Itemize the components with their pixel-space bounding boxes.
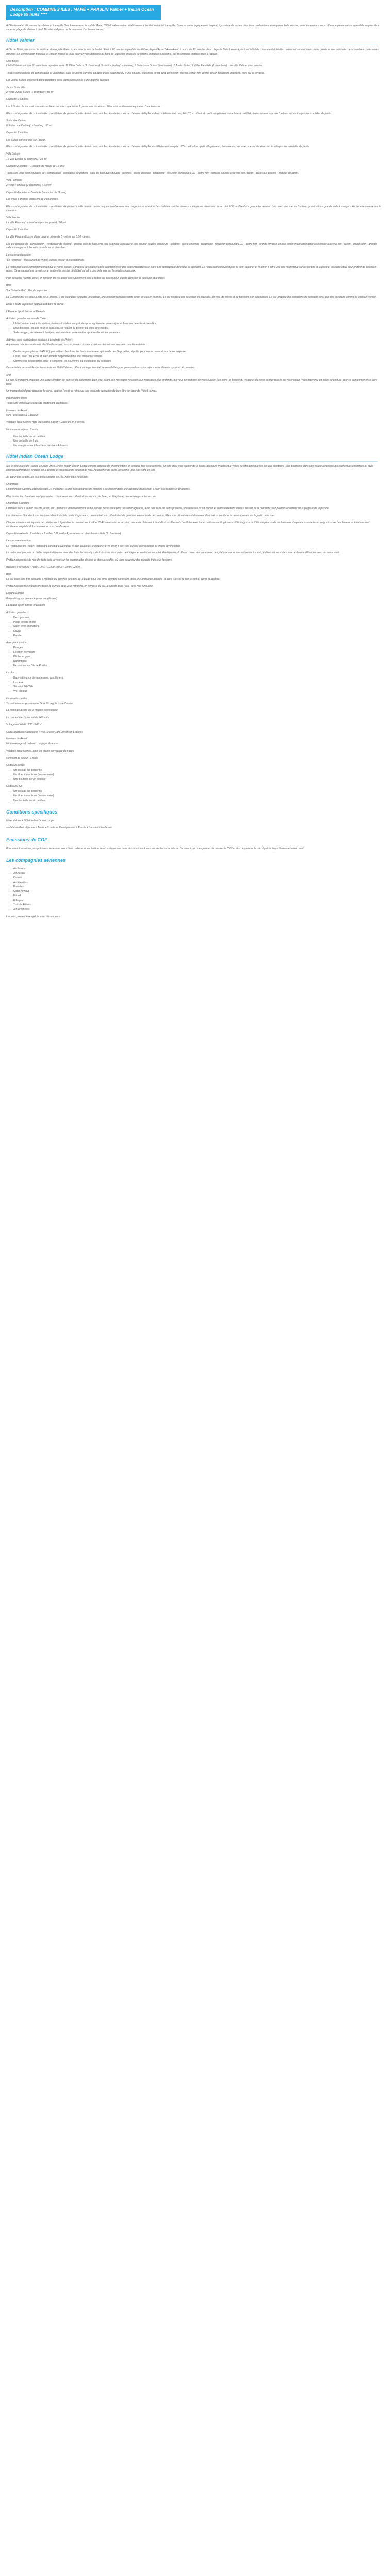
list-item: • Un cocktail par personne <box>13 790 385 794</box>
pool-villa-size: La Villa Piscine (1 chambre à piscine privée) : 90 m² <box>6 221 66 225</box>
product-title-banner: Description : COMBINE 2 ILES : MAHÉ + PRASLIN Valmer + Indian Ocean Lodge 09 nuits **** <box>6 5 161 20</box>
spa-label: SPA <box>6 374 11 377</box>
intro-paragraph: A l'îlle de mahé, découvrez la sublime et tranquille Baie Lazare avec le sud de Mahé, l'Hôtel Valmer est un établissement familial tout à fait tranquille. Dans un cadre typiquement tropical, il possède de vastes chambres confortables ainsi qu'une belle piscine, mais les environs vous offre une pleine nature splendide en plus de la superbe plage de Valmer à pied. Nichées à 4 pieds de la nature et d'un beau charme. <box>6 24 380 31</box>
restaurant-detail: Le restaurant a été complètement rénové et remis à neuf. Il propose des plats créoles traditionnels et des plats internationaux, dans une atmosphère détendue et agréable. Le restaurant est ouvert pour le petit déjeuner et le dîner. Il offre une vue magnifique sur les jardins et la piscine, un cadre idéal pour profiter de délicieux repas. Ce restaurant est ouvert sur le jardin et la piscine de l'hôtel qui offre une belle vue sur les jardins tropicaux. <box>6 265 376 273</box>
ocean-suite-note: Les Suites ont une vue sur l'océan. <box>6 138 46 142</box>
spa-text: Le Spa S'engagent proposer une large sélection de soins et de traitements bien-être, allant des massages relaxants aux massages plus profonds, qui vous permettront de vous évader. Les soins de beauté du visage et du corps sont proposés sur réservation. Vous trouverez un salon de coiffure pour se pomponner et se faire belle. <box>6 378 377 386</box>
bar-text: Le bar vous sera très agréable à moment du coucher du soleil de la plage pour vos amis ou votre partenaire dans une ambiance paisible, et avec vue sur la mer, avant ou après la journée. <box>6 578 220 581</box>
list-item: • Salle de gym, parfaitement équipée pour maintenir votre routine sportive durant les vacances. <box>13 331 385 335</box>
pool-villa-detail: La Villa Piscine dispose d'une piscine privée de 5 mètres sur 3,50 mètres. <box>6 235 91 239</box>
ocean-suite-size: 8 Suites vue Océan (1 chambre) : 50 m² <box>6 124 52 128</box>
list-item: • Sécurité 24h/24h <box>13 685 385 689</box>
offers-text: Mini-Forestages & Cadeaux <box>6 414 38 417</box>
ocean-suite-capacity: Capacité: 2 adultes <box>6 131 28 134</box>
offers-list <box>6 435 385 448</box>
free-activities-label: Activités gratuites : <box>6 611 28 615</box>
standard-room-text-3: Chaque chambre est équipée de : téléphone à ligne directe - connexion à wifi et Wi-Fi - télévision écran plat, connexion Internet à haut débit - coffre-fort - bouilloire avec thé et café - mini-réfrigérateur - 2 lit king size ou 2 lits simples - salle de bain avec baignoire - serviettes et peignoirs - sèche-cheveux - climatisation et ventilateur au plafond. Les chambres sont non-fumeurs. <box>6 521 370 529</box>
list-item: • Cours, avec une école et avec enfants disponible dans une ambiance sereine. <box>13 355 385 359</box>
useful-info-text: Toutes les principales cartes de crédit sont acceptées. <box>6 401 68 405</box>
useful-info-text-2: La monnaie locale est la Roupie seychelloise <box>6 709 58 713</box>
list-item: • Une bouteille de vin pétillant <box>13 778 385 782</box>
pool-villa-detail-2: Elle est équipée de : climatisation - ventilateur de plafond - grande salle de bain avec une baignoire à jacuzzi et une grande douche extérieure - toilettes - sèche cheveux - téléphone - télévision écran plat LCD - coffre-fort - grande terrasse en bois entièrement aménagée à l'épicerie avec vue sur l'océan - grand salon - grande salle à manger - kitchenette ouverte sur la chambre. <box>6 242 377 250</box>
list-item: • Location de voiture <box>13 651 385 655</box>
room-types-label: Cinq types <box>6 59 19 63</box>
restaurant-name: "Le Pommier" : Restaurant de l'hôtel, cuisine créole et internationale. <box>6 258 85 262</box>
free-activities-list <box>6 322 385 335</box>
ocean-suite-detail: Elles sont équipées de : climatisation - ventilateur de plafond - salle de bain avec articles de toilettes - sèche cheveux - téléphone - télévision écran plat LCD - coffre-fort - petit réfrigérateur - terrasse en bois avec vue sur l'océan - accès à la piscine - mobilier de jardin. <box>6 145 310 149</box>
junior-suite-note: Les Junior Suites disposent d'une baignoire avec balnéothérapie et d'une douche séparée. <box>6 78 110 82</box>
family-villa-detail: Elles sont équipées de : climatisation - ventilateur de plafond - salle de bain dans chaque chambre avec une baignoire ou une douche - toilettes - sèche cheveux - téléphone - télévision écran plat LCD - coffre-fort - grande terrasse en bois avec une vue sur l'océan - grand salon - grande salle à manger - kitchenette ouverte sur le chambre. <box>6 205 381 212</box>
restaurant-label: L'espace restauration <box>6 253 31 257</box>
offers-text: Mini-avantages & cadeaux : voyage de noces <box>6 742 58 746</box>
deluxe-villa-size: 12 Villa Deluxe (1 chambre) : 35 m² <box>6 157 47 161</box>
airline-item: • Turkish Airlines <box>13 903 385 907</box>
useful-info-text-5: Cartes bancaires acceptées : Visa, MasterCard, American Express <box>6 730 83 734</box>
emissions-title: Emissions de CO2 <box>6 837 47 842</box>
airlines-note: Les vols peuvent être opérés avec des escales <box>6 914 60 918</box>
activities-note: Ces activités, accessibles facilement depuis l'hôtel Valmer, offrent un large éventail de possibilités pour personnaliser votre séjour entre détente, sport et découvertes. <box>6 366 196 370</box>
list-item: • Commerces de proximité, pour le shopping, les souvenirs ou les besoins du quotidien. <box>13 360 385 364</box>
list-item: • Centre de plongée (un PADI5K), permettant d'explorer les fonds marins exceptionnels des Seychelles, réputés pour leurs coraux et leur faune tropicale. <box>13 350 385 354</box>
standard-room-label: Chambres Standard <box>6 502 29 505</box>
list-item: • Pêche au gros <box>13 655 385 659</box>
gifts-plus-list <box>6 790 385 803</box>
spa-text-2: Un moment idéal pour détendre le corps, apaiser l'esprit et retrouver une profonde sensation de bien-être au cœur de l'hôtel Valmer. <box>6 389 157 393</box>
restaurant-label: L'espace restauration <box>6 539 31 543</box>
useful-info-text-3: Le courant électrique est de 240 volts <box>6 716 50 720</box>
divider <box>6 461 378 462</box>
family-villa-label: Villa Familiale <box>6 179 22 182</box>
airline-item: • Air France <box>13 867 385 871</box>
hotel-description: A l'île de Mahé, découvrez la sublime et tranquille Baie Lazare avec le sud de Mahé. Situé à 20 minutes à pied de la célèbre plage d'Anse Takamaka et à moins de 10 minutes de la plage de Baie Lazare à pied, cet hôtel de charme est doté d'un restaurant servant une cuisine créole et internationale. Les chambres confortables donnent sur la végétation tropicale et l'océan Indien et vous pourrez vous détendre au bord de la piscine entourée de jardins exotiques luxuriants, sur les transats installés face à l'océan. <box>6 48 379 56</box>
airline-item: • Air Seychelles <box>13 908 385 912</box>
list-item: • Paddle <box>13 634 385 638</box>
offers-validity: Valables toute l'année, pour les clients en voyage de noces <box>6 749 74 753</box>
deluxe-villa-detail: Toutes les villas sont équipées de : climatisation - ventilateur de plafond - salle de bain avec douche - toilettes - sèche cheveux - téléphone - télévision écran plat LCD - coffre-fort - terrasse en bois avec vue sur l'océan - accès à la piscine - mobilier de jardin. <box>6 172 299 175</box>
leisure-label: L'Espace Sport, Loisirs et Détente <box>6 310 45 313</box>
useful-info-label: Informations utiles <box>6 397 27 400</box>
deluxe-villa-label: Villa Deluxe <box>6 152 20 156</box>
restaurant-hours: Horaires d'ouverture : 7h30-10h00 ; 11h00-15h00 ; 19h00-22h00 <box>6 565 80 569</box>
rooms-label: Chambres <box>6 483 19 486</box>
family-label: Espace Famille <box>6 591 24 595</box>
conditions-text-2: + Mahé en Petit déjeuner à Mahé + 5 nuits en Demi-pension à Praslin + transfert inter-îlesen <box>6 826 112 830</box>
hotel-description: Sur le côté ouest de Praslin, à Grand Anse, l'Hôtel Indian Ocean Lodge est une adresse de charme intime et exotique tout juste rénovée. Un site idéal pour profiter de la plage, découvrir Praslin et le Vallée de Mai ainsi que les îles aux alentours. Trois bâtiments dans une nature luxuriante qui cachent les chambres au style colonial confortables, proches de la piscine et du restaurant du bord de mer. Au coucher de soleil, les clients plus frais sont en ville. <box>6 464 373 472</box>
gifts-label: Cadeaux Noces <box>6 764 25 767</box>
paid-activities-label: Activités avec participation, réalisée à proximité de l'hôtel : <box>6 338 73 342</box>
list-item: • Plage devant l'hôtel <box>13 621 385 625</box>
restaurant-text-3: Profitez en journée de nos de fruits frais, à vivre sur les promenades de bars et dans les cafés, où vous trouverez des produits frais tous les jours. <box>6 558 173 562</box>
offers-min-stay: Minimum de séjour : 3 nuits <box>6 428 38 431</box>
bar-name: "La Guinette Bar" : Bar de la piscine <box>6 289 47 292</box>
family-villa-size: 2 Villas Familiale (2 chambres) : 100 m² <box>6 183 52 187</box>
rooms-text-2: Plus toutes les chambres sont proposées : Un bureau, un coffre-fort, un séchoir, de l'eau, un téléphone, des éclairages internes, etc. <box>6 495 157 498</box>
hotel-title-indian-ocean-lodge: Hôtel Indian Ocean Lodge <box>6 453 64 459</box>
list-item: • Une bouteille de vin pétillant <box>13 435 385 439</box>
junior-suite-note-2: Les 2 Suites Junior sont non mansardée et ont une capacité de 2 personnes maximum. Elles sont entièrement équipées d'une terrasse... <box>6 105 163 108</box>
list-item: • Un dîner romantique (fois/semaine) <box>13 794 385 799</box>
bar-label: Bars <box>6 283 12 287</box>
standard-room-capacity: Capacité maximale : 2 adultes + 1 enfant (-12 ans) - 4 personnes en chambre familiale (2 chambres) <box>6 532 121 536</box>
free-activities-list <box>6 616 385 638</box>
list-item: • Wi-Fi gratuit <box>13 690 385 694</box>
conditions-text: Hôtel Valmer + Hôtel Indian Ocean Lodge <box>6 819 54 823</box>
standard-room-text-2: Les chambres Standard sont équipées d'un lit double ou de lits jumeaux, un mini-bar, un coffre-fort et de quelques éléments de décoration. Elles sont climatisées et disposent d'un balcon ou d'une terrasse donnant sur le jardin ou la mer. <box>6 514 275 517</box>
offers-min-stay: Minimum de séjour : 3 nuits <box>6 756 38 760</box>
ocean-suite-label: Suite Vue Océan <box>6 119 26 123</box>
conditions-title: Conditions spécifiques <box>6 809 58 815</box>
list-item: • Un cocktail par personne <box>13 769 385 773</box>
junior-suite-size: 2 Villas Junior Suites (1 chambre) : 45 m² <box>6 91 54 94</box>
list-item: • L'hôtel Valmer met à disposition plusieurs installations gratuites pour agrémenter votre séjour et favoriser détente et bien-être. <box>13 322 385 326</box>
deluxe-villa-capacity: Capacité 2 adultes + 1 enfant (de moins de 12 ans) <box>6 164 65 168</box>
airline-item: • Air Austral <box>13 872 385 876</box>
bar-detail-2: Diner à toute la journée jusqu'à tard dans la soirée. <box>6 303 64 307</box>
list-item: • Excursions sur l'Île de Praslin <box>13 664 385 668</box>
rooms-text: L'hôtel Indian Ocean Lodge possède 10 chambres, toutes bien réparties de manière à se trouver dans une agréable disposition, à l'abri des regards et chambres. <box>6 487 191 491</box>
bar-detail: La Guinette Bar est situé à côté de la piscine. Il est idéal pour déguster un cocktail, une boisson rafraîchissante ou un en-cas en journée. Le bar propose une sélection de cocktails, de vins, de bières et de boissons non alcoolisées. Le bar propose des sélections de boissons ainsi que des cocktails, comme le cocktail Valmer. <box>6 296 376 299</box>
offers-label: Horaires de Reveil <box>6 409 28 412</box>
useful-info-text-4: Voltage en 'Wi-Fi' : 220 / 240 V <box>6 723 42 726</box>
extras-list <box>6 676 385 694</box>
list-item: • Baby-sitting sur demande avec supplément <box>13 676 385 681</box>
paid-activities-text: A quelques minutes seulement de l'établissement, vous trouverez plusieurs options de loisirs et services complémentaires : <box>6 343 147 347</box>
pool-villa-label: Villa Piscine <box>6 216 20 219</box>
useful-info-text: Température moyenne entre 24 et 30 degrés toute l'année <box>6 702 73 705</box>
list-item: • Deux piscines, idéales pour se rafraîchir, se relaxer ou profiter du soleil seychellois. <box>13 327 385 331</box>
airline-item: • Etihad <box>13 894 385 899</box>
airlines-title: Les compagnies aériennes <box>6 857 66 863</box>
paid-activities-list <box>6 646 385 668</box>
airline-item: • Ethiopian <box>13 899 385 903</box>
extras-label: Le plus <box>6 671 15 675</box>
airline-item: • Air Mauritius <box>13 881 385 885</box>
junior-suite-label: Junior Suite Villa <box>6 86 26 89</box>
family-text: Baby-sitting sur demande (avec supplément). <box>6 597 58 600</box>
junior-suite-capacity: Capacité: 2 adultes <box>6 98 28 101</box>
restaurant-text: Le Restaurant de l'hôtel : restaurant principal ouvert pour le petit-déjeuner, le déjeuner et le dîner. Il sert une cuisine internationale et créole seychelloise. <box>6 544 181 548</box>
list-item: • Salon avec animations <box>13 625 385 629</box>
list-item: • Une bouteille de vin pétillant <box>13 799 385 803</box>
gifts-list <box>6 769 385 782</box>
room-equipment-text: Toutes sont équipées de climatisation et ventilateur, salle de bains, carrelée équipée d'une baignoire ou d'une douche, téléphone direct avec connexion internet, coffre-fort, ventilo-chauf, télévision, bouilloire, mini-bar et terrasse. <box>6 72 265 75</box>
useful-info-label: Informations utiles <box>6 697 27 700</box>
room-types-text: L'hôtel Valmer compte 21 chambres réparties entre 12 Villas Deluxe (3 chambres), 9 studios jardin (1 chambre), 8 Suites vue Océan (mezzanine), 2 Junior Suites, 2 Villas Familiale (2 chambres), une Villa Valmer avec piscine. <box>6 64 263 68</box>
bar-text-2: Profitez en journée et boissons toute la journée pour vous rafraîchir, en terrasse du bar, les pieds dans l'eau, de la mer turquoise. <box>6 585 154 588</box>
gifts-plus-label: Cadeaux Plus <box>6 785 23 788</box>
hotel-title-valmer: Hôtel Valmer <box>6 38 35 43</box>
standard-room-text: Orientées face à la mer ou côté jardin, les Chambres Standard offrent tout le confort nécessaire pour un séjour agréable, avec une salle de bains privative, une terrasse ou un balcon et sont idéalement situées au sein de la propriété pour profiter facilement de la plage et de la piscine. <box>6 507 330 511</box>
paid-activities-list <box>6 350 385 363</box>
airline-item: • Corsair <box>13 876 385 880</box>
list-item: • Kayak <box>13 630 385 634</box>
page <box>0 0 391 933</box>
offers-validity: Valables toute l'année hors Trés hauts Saison / Dates de fin d'année. <box>6 421 85 425</box>
list-item: • Un dîner romantique (fois/semaine) <box>13 773 385 777</box>
airlines-list <box>6 867 385 912</box>
list-item: • Luxueux <box>13 681 385 685</box>
leisure-label: L'Espace Sport, Loisirs et Détente <box>6 604 45 607</box>
list-item: • Deux piscines <box>13 616 385 620</box>
airline-item: • Qatar Airways <box>13 890 385 894</box>
family-villa-capacity: Capacité 4 adultes + 2 enfants (de moins de 12 ans) <box>6 191 67 194</box>
pool-villa-capacity: Capacité: 2 adultes <box>6 228 28 232</box>
free-activities-label: Activités gratuites au sein de l'hôtel : <box>6 317 48 320</box>
restaurant-detail-2: Petit déjeuner (buffet), dîner, en fonction de vos choix (un supplément sera à régler sur place) pour le petit déjeuner, le déjeuner et le dîner. <box>6 277 165 280</box>
list-item: • Plongée <box>13 646 385 650</box>
list-item: • Randonnée <box>13 660 385 664</box>
junior-suite-detail: Elles sont équipées de : climatisation - ventilateur de plafond - salle de bain avec articles de toilettes - sèche cheveux - téléphone direct - télévision écran plat LCD - coffre-fort - petit réfrigérateur - machine à café/thé - terrasse avec vue sur l'océan - accès à la piscine - mobilier de jardin. <box>6 112 332 115</box>
hotel-description-2: Au cœur des jardins, les plus belles plages de l'Île, hôtel pour hôtel bon. <box>6 476 89 479</box>
bar-label: Bars <box>6 572 12 576</box>
paid-activities-label: Avec participation : <box>6 641 28 645</box>
family-villa-note: Les Villas Familiale disposent de 2 chambres. <box>6 198 59 201</box>
list-item: • Un enregistrement Pour les chambres 4 écrans <box>13 444 385 448</box>
emissions-text: Pour vos informations plus précises concernant votre bilan carbone et le climat et ses conséquences nous vous invitons à vous connecter sur le site de Carbone 4 qui vous permet de calculer le CO2 et de comprendre le calcul précis. https://www.carbone4.com/ <box>6 846 304 850</box>
list-item: • Une corbeille de fruits <box>13 439 385 444</box>
airline-item: • Emirates <box>13 885 385 889</box>
restaurant-text-2: Le restaurant propose un buffet au petit-déjeuner avec des fruits locaux et jus de fruits frais ainsi qu'un petit déjeuner américain complet. Au déjeuner, il offre un menu à la carte avec des plats locaux et internationaux. Le soir, le dîner est servi dans une ambiance détendue avec un menu varié. <box>6 551 340 555</box>
offers-label: Horaires de Reveil <box>6 737 28 741</box>
